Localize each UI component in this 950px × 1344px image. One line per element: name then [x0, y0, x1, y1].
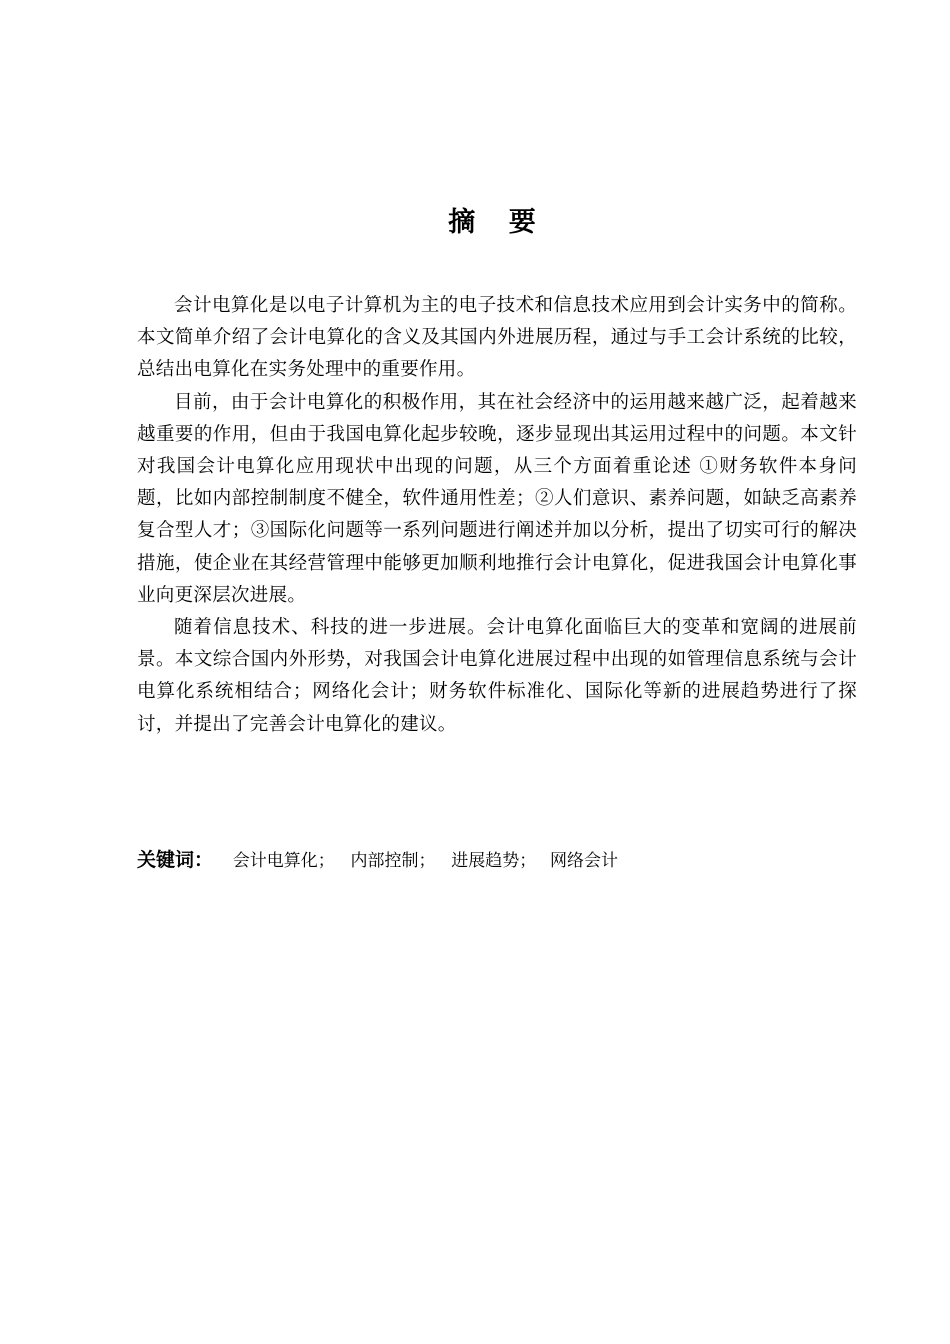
keyword-item: 进展趋势； [451, 851, 537, 871]
keyword-item: 会计电算化； [232, 851, 335, 871]
keyword-item: 内部控制； [350, 851, 436, 871]
abstract-body [137, 290, 857, 741]
keywords-line [137, 845, 857, 876]
abstract-paragraph-3: 随着信息技术、科技的进一步进展。会计电算化面临巨大的变革和宽阔的进展前景。本文综合国内外形势，对我国会计电算化进展过程中出现的如管理信息系统与会计电算化系统相结合；网络化会计；财务软件标准化、国际化等新的进展趋势进行了探讨，并提出了完善会计电算化的建议。 [137, 617, 857, 735]
abstract-title: 摘 要 [448, 207, 548, 238]
keywords-label: 关键词： [137, 849, 214, 871]
abstract-paragraph-1: 会计电算化是以电子计算机为主的电子技术和信息技术应用到会计实务中的简称。本文简单介绍了会计电算化的含义及其国内外进展历程，通过与手工会计系统的比较，总结出电算化在实务处理中的重要作用。 [137, 295, 857, 381]
abstract-paragraph-2: 目前，由于会计电算化的积极作用，其在社会经济中的运用越来越广泛，起着越来越重要的作用，但由于我国电算化起步较晚，逐步显现出其运用过程中的问题。本文针对我国会计电算化应用现状中出现的问题，从三个方面着重论述 ①财务软件本身问题，比如内部控制制度不健全，软件通用性差；②人们意识、素养问题，如缺乏高素养复合型人才；③国际化问题等一系列问题进行阐述并加以分析，提出了切实可行的解决措施，使企业在其经营管理中能够更加顺利地推行会计电算化，促进我国会计电算化事业向更深层次进展。 [137, 391, 857, 606]
keyword-item: 网络会计 [549, 851, 618, 871]
